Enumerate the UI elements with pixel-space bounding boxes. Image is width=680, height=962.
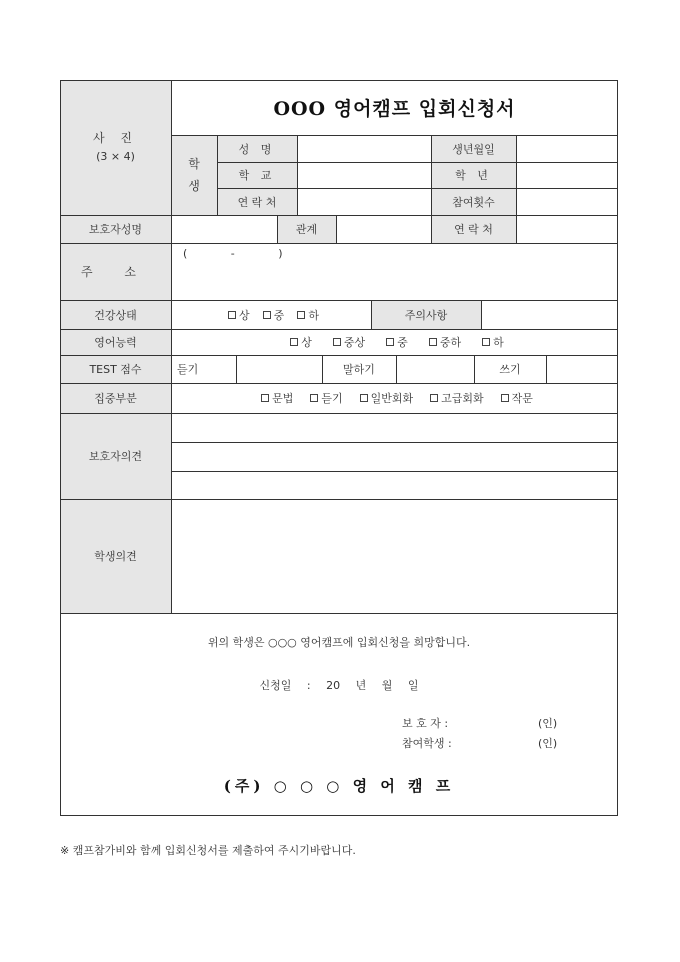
- focus-area-label: 집중부분: [94, 392, 137, 405]
- declaration-text: 위의 학생은 ○○○ 영어캠프에 입회신청을 희망합니다.: [207, 636, 471, 649]
- writing-label: 쓰기: [499, 363, 521, 376]
- address-label: 주 소: [81, 265, 150, 279]
- student-opinion-label: 학생의견: [94, 550, 137, 563]
- checkbox-icon: [386, 338, 394, 346]
- health-options: [171, 300, 371, 329]
- focus-option-grammar[interactable]: 문법: [256, 390, 293, 406]
- attendance-count-field[interactable]: [516, 188, 618, 215]
- student-contact-label: 연 락 처: [237, 195, 277, 209]
- phone-format: ( - ): [183, 247, 283, 260]
- guardian-opinion-label: 보호자의견: [88, 450, 143, 463]
- focus-option-conversation[interactable]: 일반회화: [355, 390, 414, 406]
- focus-area-options: [171, 383, 618, 413]
- student-school-field[interactable]: [297, 162, 431, 188]
- student-contact-field[interactable]: [297, 188, 431, 215]
- health-option-mid[interactable]: 중: [258, 307, 285, 323]
- footnote: ※ 캠프참가비와 함께 입회신청서를 제출하여 주시기바랍니다.: [60, 844, 356, 857]
- guardian-name-label: 보호자성명: [88, 223, 143, 236]
- english-option-high[interactable]: 상: [285, 334, 312, 350]
- listening-score-field[interactable]: [236, 355, 322, 383]
- birth-date-field[interactable]: [516, 135, 618, 162]
- application-date-line: 신청일 : 20 년 월 일: [259, 679, 419, 692]
- student-seal-mark: (인): [538, 737, 558, 750]
- company-name: (주) ○ ○ ○ 영 어 캠 프: [223, 776, 455, 795]
- checkbox-icon: [482, 338, 490, 346]
- checkbox-icon: [263, 311, 271, 319]
- guardian-signature-label: 보 호 자 :: [402, 717, 449, 730]
- speaking-score-field[interactable]: [396, 355, 474, 383]
- grade-label: 학 년: [455, 169, 492, 182]
- notes-field[interactable]: [481, 300, 618, 329]
- guardian-contact-label: 연 락 처: [454, 223, 493, 236]
- listening-label: 듣기: [177, 363, 199, 376]
- checkbox-icon: [429, 338, 437, 346]
- focus-option-listening[interactable]: 듣기: [305, 390, 342, 406]
- guardian-opinion-line-2[interactable]: [171, 442, 618, 471]
- speaking-label: 말하기: [343, 363, 375, 376]
- address-field[interactable]: [171, 243, 618, 300]
- company-name-cell: [60, 773, 618, 797]
- birth-date-label: 생년월일: [452, 142, 495, 156]
- health-label: 건강상태: [94, 308, 137, 322]
- attendance-count-label: 참여횟수: [452, 195, 495, 209]
- form-title-cell: [171, 80, 618, 135]
- english-level-label: 영어능력: [94, 336, 137, 349]
- guardian-name-field[interactable]: [171, 215, 277, 243]
- checkbox-icon: [310, 394, 318, 402]
- guardian-contact-field[interactable]: [516, 215, 618, 243]
- checkbox-icon: [228, 311, 236, 319]
- focus-option-advanced-conversation[interactable]: 고급회화: [425, 390, 484, 406]
- checkbox-icon: [290, 338, 298, 346]
- writing-score-field[interactable]: [546, 355, 618, 383]
- photo-size: (3 × 4): [96, 149, 135, 163]
- test-score-label: TEST 점수: [89, 363, 142, 376]
- application-form: [60, 80, 618, 816]
- grade-field[interactable]: [516, 162, 618, 188]
- english-level-options: [171, 329, 618, 355]
- student-group-label: 학 생: [188, 157, 200, 193]
- photo-label: 사 진: [93, 130, 138, 145]
- english-option-low[interactable]: 하: [477, 334, 504, 350]
- notes-label: 주의사항: [404, 308, 448, 322]
- student-name-field[interactable]: [297, 135, 431, 162]
- checkbox-icon: [261, 394, 269, 402]
- checkbox-icon: [333, 338, 341, 346]
- relation-label: 관계: [295, 223, 318, 236]
- checkbox-icon: [430, 394, 438, 402]
- guardian-opinion-line-3[interactable]: [171, 471, 618, 499]
- relation-field[interactable]: [336, 215, 431, 243]
- english-option-lower-mid[interactable]: 중하: [424, 334, 461, 350]
- english-option-upper-mid[interactable]: 중상: [328, 334, 365, 350]
- student-signature-label: 참여학생 :: [402, 737, 452, 750]
- checkbox-icon: [297, 311, 305, 319]
- focus-option-writing[interactable]: 작문: [496, 390, 533, 406]
- student-opinion-field[interactable]: [171, 499, 618, 613]
- checkbox-icon: [501, 394, 509, 402]
- guardian-seal-mark: (인): [538, 717, 558, 730]
- student-name-label: 성 명: [238, 142, 276, 156]
- health-option-low[interactable]: 하: [292, 307, 319, 323]
- english-option-mid[interactable]: 중: [381, 334, 408, 350]
- form-title: ООО 영어캠프 입회신청서: [273, 98, 516, 120]
- checkbox-icon: [360, 394, 368, 402]
- student-school-label: 학 교: [238, 169, 276, 182]
- health-option-high[interactable]: 상: [223, 307, 250, 323]
- guardian-opinion-line-1[interactable]: [171, 413, 618, 442]
